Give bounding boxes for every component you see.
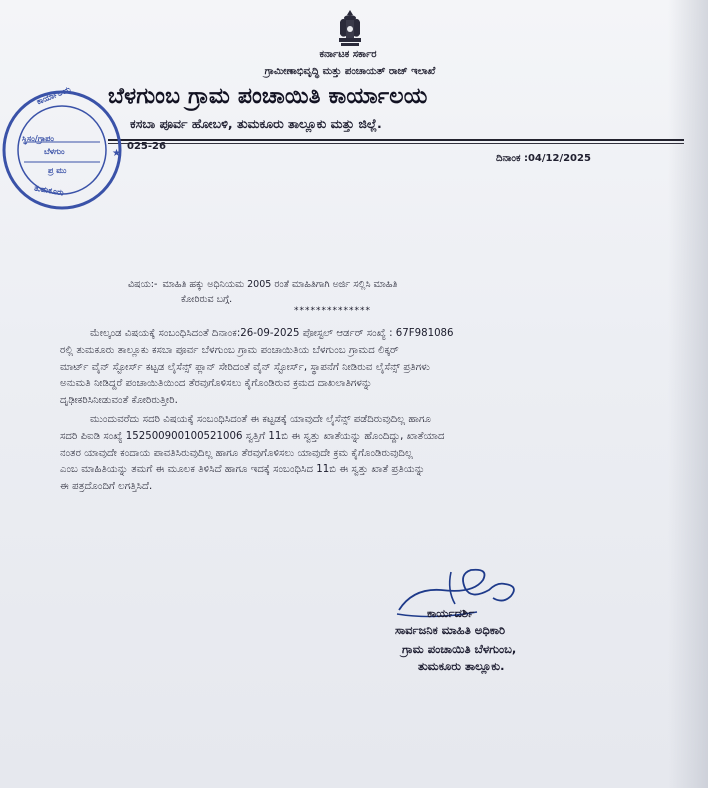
office-title: ಬೆಳಗುಂಬ ಗ್ರಾಮ ಪಂಚಾಯಿತಿ ಕಾರ್ಯಾಲಯ xyxy=(108,84,428,109)
body-line: ಮಾರ್ಟ್ ವೈನ್ ಸ್ಟೋರ್ಸ್ ಕಟ್ಟಡ ಲೈಸೆನ್ಸ್ ಪ್ಲಾನ್ ಸೇರಿದಂತೆ ವೈನ್ ಸ್ಟೋರ್ಸ್, ಸ್ಥಾಪನೆಗೆ ನೀಡಿರುವ ಲೈಸೆನ್ಸ್ ಪ್ರತಿಗಳು xyxy=(60,361,430,373)
letterhead-rule-thin xyxy=(108,143,684,144)
separator: ************** xyxy=(294,306,371,316)
subject-block xyxy=(128,277,588,307)
office-address: ಕಸಬಾ ಪೂರ್ವ ಹೋಬಳಿ, ತುಮಕೂರು ತಾಲ್ಲೂಕು ಮತ್ತು ಜಿಲ್ಲೆ. xyxy=(130,116,382,131)
subject-label: ವಿಷಯ:- xyxy=(128,279,158,290)
seal-text-line4: ತುಮಕೂರು xyxy=(33,183,65,198)
body-line: ರಲ್ಲಿ ತುಮಕೂರು ತಾಲ್ಲೂಕು ಕಸಬಾ ಪೂರ್ವ ಬೆಳಗುಂಬ ಗ್ರಾಮ ಪಂಚಾಯಿತಿಯ ಬೆಳಗುಂಬ ಗ್ರಾಮದ ಲಿಕ್ಕರ್ xyxy=(60,344,399,356)
signatory-line-2: ಗ್ರಾಮ ಪಂಚಾಯಿತಿ ಬೆಳಗುಂಬ, xyxy=(402,642,517,656)
body-line: ದೃಢೀಕರಿಸಿನೀಡುವಂತೆ ಕೋರಿರುತ್ತೀರಿ. xyxy=(60,395,178,407)
body-line: ನಂತರ ಯಾವುದೇ ಕಂದಾಯ ಪಾವತಿಸಿರುವುದಿಲ್ಲ ಹಾಗೂ ತೆರವುಗೊಳಿಸಲು ಯಾವುದೇ ಕ್ರಮ ಕೈಗೊಂಡಿರುವುದಿಲ್ಲ xyxy=(60,447,413,459)
seal-text-line2: ಬೆಳಗುಂ xyxy=(44,147,65,156)
body-line: ಮುಂದುವರೆದು ಸದರಿ ವಿಷಯಕ್ಕೆ ಸಂಬಂಧಿಸಿದಂತೆ ಈ ಕಟ್ಟಡಕ್ಕೆ ಯಾವುದೇ ಲೈಸೆನ್ಸ್ ಪಡೆದಿರುವುದಿಲ್ಲ ಹಾಗೂ xyxy=(90,414,432,425)
page-shadow xyxy=(668,0,708,788)
letterhead-rule xyxy=(108,139,684,141)
body-paragraph-2 xyxy=(60,412,638,496)
svg-text:★: ★ xyxy=(112,148,121,159)
seal-text-line1: ಸ್ಥಿಸಂ/ಗ್ರಾಪಂ xyxy=(22,134,54,143)
department-name: ಗ್ರಾಮೀಣಾಭಿವೃದ್ಧಿ ಮತ್ತು ಪಂಚಾಯತ್ ರಾಜ್ ಇಲಾಖೆ xyxy=(264,66,436,77)
body-line: ಎಂಬ ಮಾಹಿತಿಯನ್ನು ತಮಗೆ ಈ ಮೂಲಕ ತಿಳಿಸಿದೆ ಹಾಗೂ ಇದಕ್ಕೆ ಸಂಬಂಧಿಸಿದ 11ಬಿ ಈ ಸ್ವತ್ತು ಖಾತೆ ಪ್ರತಿಯನ್ನು xyxy=(60,464,426,476)
body-paragraph-1 xyxy=(60,326,638,410)
body-line: ಅನುಮತಿ ನೀಡಿದ್ದರೆ ಪಂಚಾಯಿತಿಯಿಂದ ತೆರವುಗೊಳಿಸಲು ಕೈಗೊಂಡಿರುವ ಕ್ರಮದ ದಾಖಲಾತಿಗಳನ್ನು xyxy=(60,378,373,390)
body-line: ಈ ಪತ್ರದೊಂದಿಗೆ ಲಗತ್ತಿಸಿದೆ. xyxy=(60,481,153,493)
subject-line-2: ಕೋರಿರುವ ಬಗ್ಗೆ. xyxy=(181,294,233,305)
reference-number: 025-26 xyxy=(127,141,166,152)
signatory-line-3: ತುಮಕೂರು ತಾಲ್ಲೂಕು. xyxy=(418,659,505,673)
subject-line-1: ಮಾಹಿತಿ ಹಕ್ಕು ಅಧಿನಿಯಮ 2005 ರಂತೆ ಮಾಹಿತಿಗಾಗಿ ಅರ್ಜಿ ಸಲ್ಲಿಸಿ ಮಾಹಿತಿ xyxy=(162,279,398,290)
body-line: ಸದರಿ ಪಿಐಡಿ ಸಂಖ್ಯೆ 152500900100521006 ಸ್ವತ್ತಿಗೆ 11ಬಿ ಈ ಸ್ವತ್ತು ಖಾತೆಯನ್ನು ಹೊಂದಿದ್ದು, ಖಾತೆಯಾದ xyxy=(60,430,445,442)
government-name: ಕರ್ನಾಟಕ ಸರ್ಕಾರ xyxy=(319,49,377,60)
seal-text-line3: ಪ್ರ ಮು xyxy=(48,166,67,175)
karnataka-emblem-icon xyxy=(330,8,370,50)
body-line: ಮೇಲ್ಕಂಡ ವಿಷಯಕ್ಕೆ ಸಂಬಂಧಿಸಿದಂತೆ ದಿನಾಂಕ:26-09-2025 ಪೋಸ್ಟಲ್ ಆರ್ಡರ್ ಸಂಖ್ಯೆ : 67F981086 xyxy=(90,328,454,339)
signatory-title: ಕಾರ್ಯದರ್ಶಿ xyxy=(427,606,475,620)
office-seal-stamp xyxy=(0,84,130,210)
signatory-line-1: ಸಾರ್ವಜನಿಕ ಮಾಹಿತಿ ಅಧಿಕಾರಿ xyxy=(395,623,506,637)
seal-text-top: ಕಾರ್ಯಾಲಯ xyxy=(35,84,72,107)
letter-date: ದಿನಾಂಕ :04/12/2025 xyxy=(496,153,591,164)
